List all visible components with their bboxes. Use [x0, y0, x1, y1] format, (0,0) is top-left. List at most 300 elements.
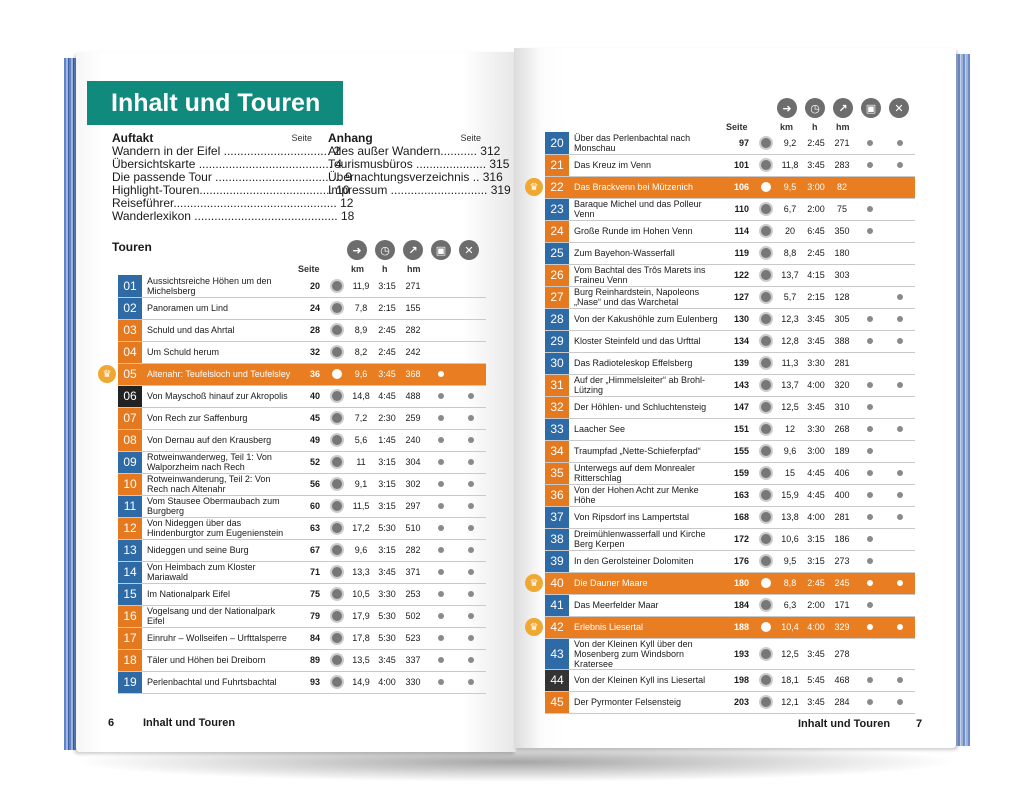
bus-marker — [426, 451, 456, 473]
tour-name: Laacher See — [569, 418, 719, 440]
tour-hours: 2:15 — [374, 297, 400, 319]
tour-row[interactable] — [545, 691, 915, 713]
tour-hm: 242 — [400, 341, 426, 363]
footer-title-left: Inhalt und Touren — [143, 717, 236, 729]
tour-hours: 4:00 — [803, 374, 829, 396]
elevation-icon: ↗ — [833, 98, 853, 118]
tour-km: 15 — [777, 462, 803, 484]
tour-hours: 4:00 — [803, 616, 829, 638]
tour-row[interactable] — [545, 176, 915, 198]
dot-icon — [867, 536, 873, 542]
restaurant-marker — [885, 691, 915, 713]
book-edge-right — [956, 54, 970, 746]
tour-hm: 320 — [829, 374, 855, 396]
tour-row[interactable] — [118, 407, 486, 429]
dot-icon — [867, 140, 873, 146]
anhang-seite-label: Seite — [460, 133, 481, 143]
dot-icon — [438, 393, 444, 399]
difficulty-icon — [759, 400, 773, 414]
difficulty-icon — [326, 561, 348, 583]
tour-row[interactable] — [545, 418, 915, 440]
difficulty-icon — [326, 583, 348, 605]
tour-page: 20 — [292, 275, 326, 297]
tour-name: Große Runde im Hohen Venn — [569, 220, 719, 242]
restaurant-marker — [885, 154, 915, 176]
tour-row[interactable] — [545, 572, 915, 594]
tour-page: 203 — [719, 691, 755, 713]
tour-hours: 6:45 — [803, 220, 829, 242]
clock-icon: ◷ — [805, 98, 825, 118]
tour-hours: 3:30 — [803, 418, 829, 440]
auftakt-heading: Auftakt — [112, 131, 154, 145]
tour-number: 40 — [545, 572, 569, 594]
tour-hm: 82 — [829, 176, 855, 198]
tour-number: 28 — [545, 308, 569, 330]
tour-row[interactable] — [118, 561, 486, 583]
difficulty-icon — [755, 330, 777, 352]
tour-hm: 350 — [829, 220, 855, 242]
tour-name: Über das Perlenbachtal nach Monschau — [569, 132, 719, 154]
restaurant-marker — [456, 671, 486, 693]
tour-page: 28 — [292, 319, 326, 341]
tour-row[interactable] — [545, 374, 915, 396]
tour-hm: 75 — [829, 198, 855, 220]
difficulty-icon — [755, 374, 777, 396]
dot-icon — [438, 415, 444, 421]
tour-row[interactable] — [545, 462, 915, 484]
tour-hours: 3:15 — [374, 495, 400, 517]
tour-row[interactable] — [118, 341, 486, 363]
difficulty-icon — [759, 378, 773, 392]
dot-icon — [867, 426, 873, 432]
tour-number: 01 — [118, 275, 142, 297]
tour-row[interactable] — [545, 330, 915, 352]
tour-row[interactable] — [545, 616, 915, 638]
restaurant-marker — [456, 627, 486, 649]
tour-page: 119 — [719, 242, 755, 264]
tour-hours: 3:45 — [803, 396, 829, 418]
tour-km: 11,9 — [348, 275, 374, 297]
bus-marker — [426, 605, 456, 627]
difficulty-icon — [759, 136, 773, 150]
tour-row[interactable] — [118, 495, 486, 517]
restaurant-marker — [456, 275, 486, 297]
page-number-left: 6 — [108, 717, 115, 729]
contents-row: Alles außer Wandern........... 312 — [328, 144, 501, 158]
tour-page: 176 — [719, 550, 755, 572]
restaurant-marker — [885, 264, 915, 286]
difficulty-icon — [326, 297, 348, 319]
dot-icon — [897, 316, 903, 322]
tour-number: 16 — [118, 605, 142, 627]
dot-icon — [897, 514, 903, 520]
tour-page: 106 — [719, 176, 755, 198]
bus-marker — [855, 669, 885, 691]
tour-km: 10,5 — [348, 583, 374, 605]
sign-icon: ➜ — [777, 98, 797, 118]
tour-row[interactable] — [118, 539, 486, 561]
tour-row[interactable] — [545, 440, 915, 462]
restaurant-marker — [456, 473, 486, 495]
difficulty-icon — [759, 334, 773, 348]
difficulty-icon — [759, 158, 773, 172]
restaurant-marker — [885, 572, 915, 594]
tour-hours: 4:15 — [803, 264, 829, 286]
difficulty-icon — [330, 323, 344, 337]
bus-marker — [855, 550, 885, 572]
bus-marker — [855, 286, 885, 308]
dot-icon — [438, 371, 444, 377]
dot-icon — [867, 382, 873, 388]
dot-icon — [867, 206, 873, 212]
tour-name: Der Höhlen- und Schluchtensteig — [569, 396, 719, 418]
col-hm: hm — [836, 122, 850, 132]
tour-row[interactable] — [118, 583, 486, 605]
tour-hours: 1:45 — [374, 429, 400, 451]
tour-name: Auf der „Himmelsleiter“ ab Brohl-Lützing — [569, 374, 719, 396]
bus-marker — [426, 385, 456, 407]
dot-icon — [438, 525, 444, 531]
difficulty-icon — [755, 462, 777, 484]
col-h: h — [382, 264, 388, 274]
tour-row[interactable] — [545, 198, 915, 220]
bus-marker — [426, 671, 456, 693]
tour-row[interactable] — [118, 429, 486, 451]
tour-number: 33 — [545, 418, 569, 440]
tour-name: Täler und Höhen bei Dreiborn — [142, 649, 292, 671]
tour-hm: 329 — [829, 616, 855, 638]
tour-row[interactable] — [545, 154, 915, 176]
difficulty-icon — [330, 455, 344, 469]
restaurant-marker — [885, 242, 915, 264]
tour-hm: 180 — [829, 242, 855, 264]
bus-marker — [426, 363, 456, 385]
tour-hm: 371 — [400, 561, 426, 583]
tour-km: 9,1 — [348, 473, 374, 495]
tour-name: Altenahr: Teufelsloch und Teufelsley — [142, 363, 292, 385]
dot-icon — [897, 426, 903, 432]
tour-row[interactable] — [545, 264, 915, 286]
difficulty-icon — [330, 521, 344, 535]
tour-km: 15,9 — [777, 484, 803, 506]
tour-page: 122 — [719, 264, 755, 286]
tour-row[interactable] — [545, 594, 915, 616]
tour-number: 31 — [545, 374, 569, 396]
bus-marker — [855, 264, 885, 286]
bus-icon: ▣ — [431, 240, 451, 260]
tour-number: 10 — [118, 473, 142, 495]
tour-hm: 259 — [400, 407, 426, 429]
tour-name: Um Schuld herum — [142, 341, 292, 363]
left-page — [76, 52, 516, 752]
bus-marker — [855, 691, 885, 713]
anhang-heading: Anhang — [328, 131, 373, 145]
tour-name: Traumpfad „Nette-Schieferpfad“ — [569, 440, 719, 462]
tour-hours: 2:45 — [374, 341, 400, 363]
restaurant-marker — [456, 583, 486, 605]
tour-hm: 523 — [400, 627, 426, 649]
bus-marker — [855, 220, 885, 242]
dot-icon — [867, 316, 873, 322]
tour-page: 114 — [719, 220, 755, 242]
dot-icon — [438, 657, 444, 663]
tour-name: Von der Kleinen Kyll über den Mosenberg zum Windsborn Kratersee — [569, 638, 719, 669]
dot-icon — [468, 657, 474, 663]
difficulty-icon — [330, 411, 344, 425]
tour-row[interactable] — [545, 242, 915, 264]
tour-number: 36 — [545, 484, 569, 506]
bus-marker — [426, 319, 456, 341]
tour-hm: 468 — [829, 669, 855, 691]
tour-hours: 3:45 — [803, 330, 829, 352]
difficulty-icon — [326, 495, 348, 517]
dot-icon — [468, 503, 474, 509]
tour-km: 12,1 — [777, 691, 803, 713]
tour-name: Dreimühlenwasserfall und Kirche Berg Kerpen — [569, 528, 719, 550]
tour-hm: 281 — [829, 352, 855, 374]
difficulty-icon — [330, 433, 344, 447]
tour-hours: 5:30 — [374, 605, 400, 627]
dot-icon — [897, 699, 903, 705]
tour-number: 17 — [118, 627, 142, 649]
dot-icon — [897, 162, 903, 168]
contents-row: Reiseführer................................................. 12 — [112, 196, 354, 210]
tour-row[interactable] — [118, 627, 486, 649]
dot-icon — [468, 635, 474, 641]
tour-page: 52 — [292, 451, 326, 473]
tour-row[interactable] — [545, 550, 915, 572]
bus-marker — [426, 495, 456, 517]
tour-row[interactable] — [118, 451, 486, 473]
tour-km: 13,7 — [777, 374, 803, 396]
tour-hours: 3:00 — [803, 176, 829, 198]
touren-heading: Touren — [112, 240, 152, 254]
tour-page: 188 — [719, 616, 755, 638]
tour-hm: 273 — [829, 550, 855, 572]
bus-marker — [855, 308, 885, 330]
bus-marker — [855, 462, 885, 484]
bus-marker — [855, 330, 885, 352]
tour-hours: 2:45 — [803, 242, 829, 264]
difficulty-icon — [755, 220, 777, 242]
dot-icon — [468, 679, 474, 685]
tour-number: 45 — [545, 691, 569, 713]
dot-icon — [897, 382, 903, 388]
dot-icon — [438, 503, 444, 509]
difficulty-icon — [759, 466, 773, 480]
bus-icon: ▣ — [861, 98, 881, 118]
tour-hm: 253 — [400, 583, 426, 605]
tour-page: 89 — [292, 649, 326, 671]
tour-km: 11 — [348, 451, 374, 473]
tour-km: 6,7 — [777, 198, 803, 220]
page-number-right: 7 — [916, 718, 923, 730]
tour-row[interactable] — [118, 297, 486, 319]
tour-name: Unterwegs auf dem Monrealer Ritterschlag — [569, 462, 719, 484]
tour-row[interactable] — [545, 132, 915, 154]
page-title: Inhalt und Touren — [87, 81, 343, 125]
dot-icon — [867, 580, 873, 586]
difficulty-icon — [759, 444, 773, 458]
tour-table-left — [118, 275, 486, 694]
restaurant-marker — [456, 451, 486, 473]
tour-km: 5,7 — [777, 286, 803, 308]
difficulty-icon — [755, 506, 777, 528]
difficulty-icon — [330, 301, 344, 315]
bus-marker — [426, 583, 456, 605]
tour-row[interactable] — [118, 385, 486, 407]
tour-km: 17,8 — [348, 627, 374, 649]
difficulty-icon — [326, 385, 348, 407]
tour-km: 13,5 — [348, 649, 374, 671]
difficulty-icon — [755, 308, 777, 330]
tour-row[interactable] — [545, 396, 915, 418]
tour-row[interactable] — [118, 473, 486, 495]
tour-number: 27 — [545, 286, 569, 308]
dot-icon — [468, 613, 474, 619]
restaurant-marker — [885, 132, 915, 154]
difficulty-icon — [759, 695, 773, 709]
tour-row[interactable] — [118, 605, 486, 627]
bus-marker — [426, 407, 456, 429]
difficulty-icon — [326, 473, 348, 495]
dot-icon — [867, 514, 873, 520]
tour-km: 11,3 — [777, 352, 803, 374]
tour-page: 130 — [719, 308, 755, 330]
bus-marker — [855, 484, 885, 506]
bus-marker — [855, 616, 885, 638]
tour-row[interactable] — [118, 275, 486, 297]
restaurant-marker — [885, 418, 915, 440]
tour-name: Rotweinwanderung, Teil 2: Von Rech nach Altenahr — [142, 473, 292, 495]
tour-name: Kloster Steinfeld und das Urfttal — [569, 330, 719, 352]
difficulty-icon — [759, 554, 773, 568]
tour-row[interactable] — [545, 308, 915, 330]
tour-number: 14 — [118, 561, 142, 583]
tour-row[interactable] — [545, 528, 915, 550]
tour-km: 8,9 — [348, 319, 374, 341]
difficulty-icon — [326, 429, 348, 451]
difficulty-icon — [330, 389, 344, 403]
difficulty-icon — [755, 669, 777, 691]
tour-row[interactable] — [545, 352, 915, 374]
tour-row[interactable] — [545, 484, 915, 506]
tour-hm: 171 — [829, 594, 855, 616]
tour-row[interactable] — [545, 220, 915, 242]
tour-name: Von Dernau auf den Krausberg — [142, 429, 292, 451]
dot-icon — [897, 294, 903, 300]
restaurant-marker — [885, 638, 915, 669]
contents-row: Tourismusbüros ..................... 315 — [328, 157, 510, 171]
tour-row[interactable] — [118, 517, 486, 539]
dot-icon — [897, 470, 903, 476]
tour-hm: 281 — [829, 506, 855, 528]
tour-number: 19 — [118, 671, 142, 693]
difficulty-icon — [759, 290, 773, 304]
tour-km: 9,5 — [777, 550, 803, 572]
col-km: km — [351, 264, 365, 274]
difficulty-icon — [759, 268, 773, 282]
tour-km: 9,2 — [777, 132, 803, 154]
restaurant-marker — [885, 484, 915, 506]
tour-row[interactable] — [545, 286, 915, 308]
tour-row[interactable] — [545, 506, 915, 528]
tour-hm: 282 — [400, 319, 426, 341]
difficulty-icon — [759, 510, 773, 524]
tour-page: 184 — [719, 594, 755, 616]
tour-row[interactable] — [118, 671, 486, 693]
difficulty-icon — [755, 396, 777, 418]
tour-hm: 271 — [400, 275, 426, 297]
restaurant-marker — [456, 385, 486, 407]
dot-icon — [468, 481, 474, 487]
tour-hm: 268 — [829, 418, 855, 440]
tour-hm: 406 — [829, 462, 855, 484]
dot-icon — [867, 492, 873, 498]
bus-marker — [855, 506, 885, 528]
tour-hours: 2:15 — [803, 286, 829, 308]
tour-km: 5,6 — [348, 429, 374, 451]
tour-hours: 3:45 — [374, 561, 400, 583]
difficulty-icon — [326, 539, 348, 561]
tour-name: Das Meerfelder Maar — [569, 594, 719, 616]
restaurant-marker — [456, 517, 486, 539]
tour-number: 06 — [118, 385, 142, 407]
tour-row[interactable] — [545, 669, 915, 691]
tour-number: 07 — [118, 407, 142, 429]
dot-icon — [897, 624, 903, 630]
restaurant-marker — [885, 616, 915, 638]
bus-marker — [426, 627, 456, 649]
tour-number: 09 — [118, 451, 142, 473]
col-h: h — [812, 122, 818, 132]
tour-km: 10,4 — [777, 616, 803, 638]
dot-icon — [867, 404, 873, 410]
col-hm: hm — [407, 264, 421, 274]
difficulty-icon — [759, 488, 773, 502]
tour-hours: 2:00 — [803, 198, 829, 220]
tour-row[interactable] — [545, 638, 915, 669]
tour-hours: 5:30 — [374, 627, 400, 649]
tour-row[interactable] — [118, 319, 486, 341]
tour-number: 26 — [545, 264, 569, 286]
tour-name: Von der Kleinen Kyll ins Liesertal — [569, 669, 719, 691]
tour-number: 37 — [545, 506, 569, 528]
tour-row[interactable] — [118, 649, 486, 671]
tour-row[interactable] — [118, 363, 486, 385]
tour-page: 36 — [292, 363, 326, 385]
tour-name: Von Rech zur Saffenburg — [142, 407, 292, 429]
tour-page: 71 — [292, 561, 326, 583]
tour-page: 180 — [719, 572, 755, 594]
tour-number: 13 — [118, 539, 142, 561]
contents-row: Impressum ............................. 319 — [328, 183, 511, 197]
bus-marker — [426, 517, 456, 539]
restaurant-marker — [885, 462, 915, 484]
tour-number: 02 — [118, 297, 142, 319]
restaurant-marker — [885, 550, 915, 572]
tour-km: 6,3 — [777, 594, 803, 616]
tour-page: 101 — [719, 154, 755, 176]
restaurant-marker — [456, 495, 486, 517]
tour-name: Burg Reinhardstein, Napoleons „Nase“ und das Warchetal — [569, 286, 719, 308]
tour-hm: 330 — [400, 671, 426, 693]
dot-icon — [438, 481, 444, 487]
tour-km: 17,2 — [348, 517, 374, 539]
restaurant-marker — [456, 341, 486, 363]
tour-name: Von Ripsdorf ins Lampertstal — [569, 506, 719, 528]
tour-hours: 2:30 — [374, 407, 400, 429]
